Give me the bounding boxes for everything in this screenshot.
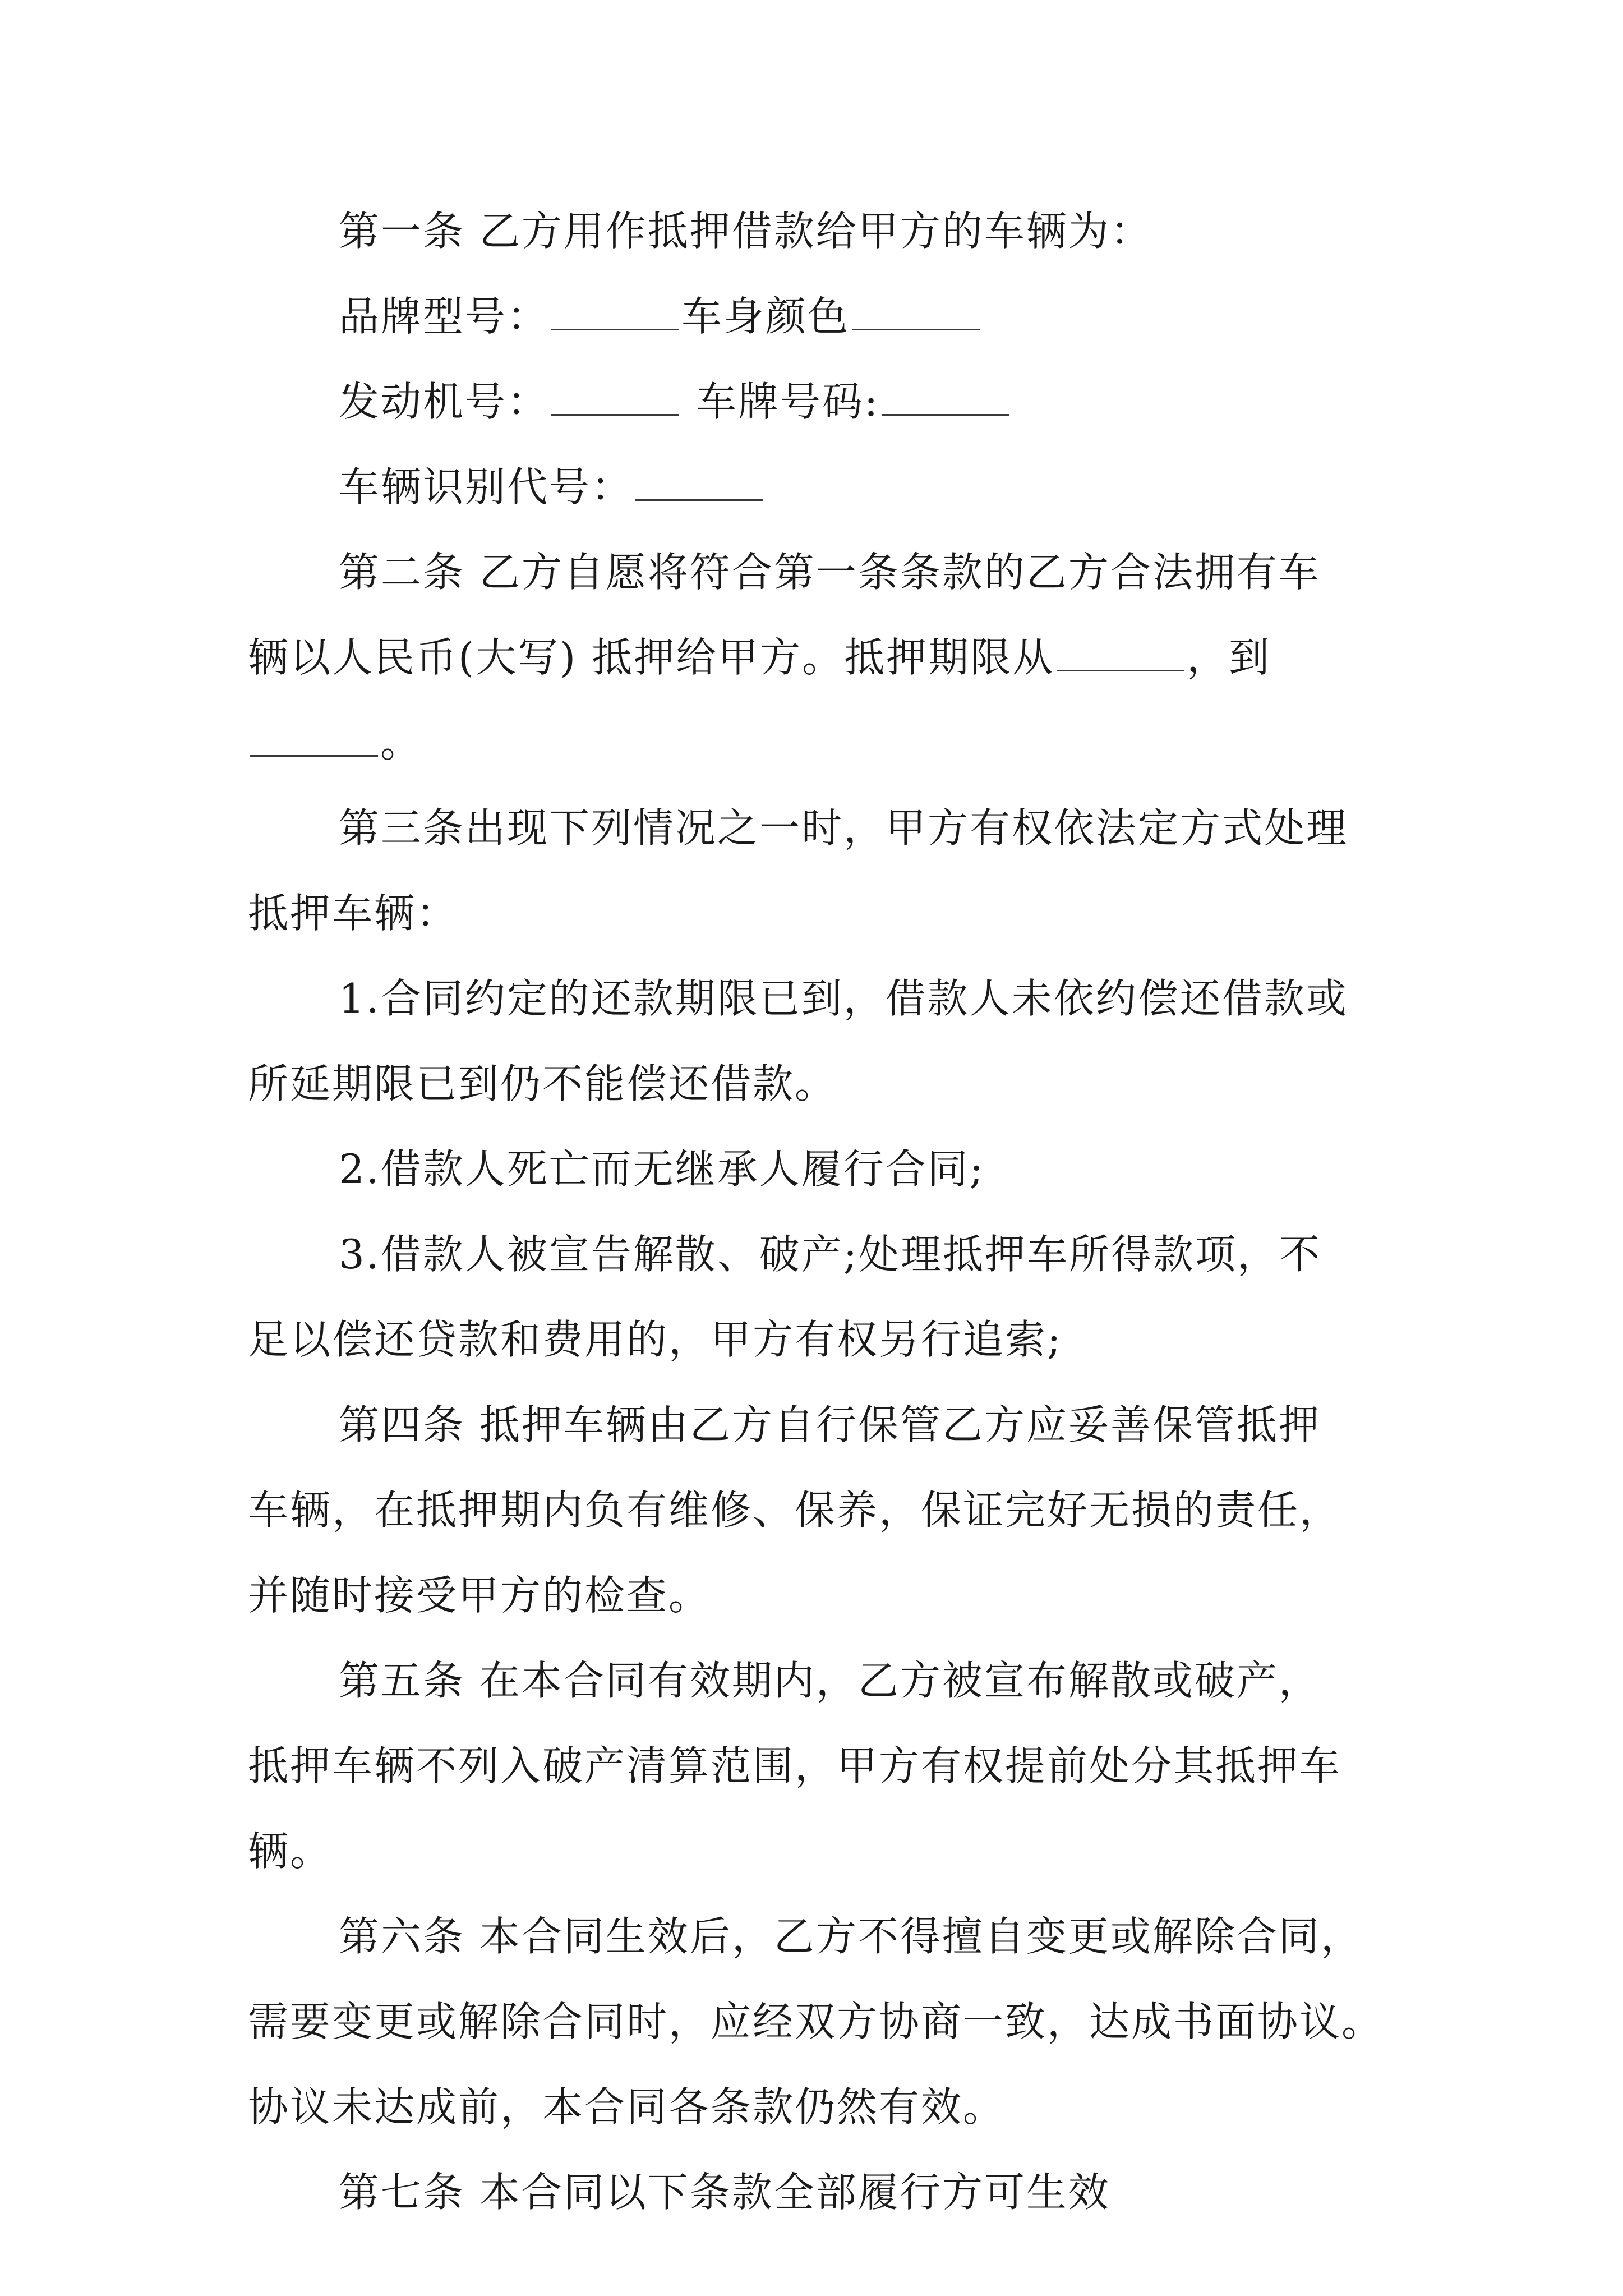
plate-number-label: 车牌号码: — [681, 378, 880, 425]
clause-2-line-2 — [248, 634, 1392, 681]
term-start-blank — [1057, 635, 1184, 671]
clause-6-line-3: 协议未达成前，本合同各条款仍然有效。 — [248, 2083, 1006, 2131]
clause-6-line-1: 第六条 本合同生效后，乙方不得擅自变更或解除合同， — [339, 1913, 1363, 1960]
clause-4-line-3: 并随时接受甲方的检查。 — [248, 1572, 711, 1619]
item-1-line-2: 所延期限已到仍不能偿还借款。 — [248, 1060, 837, 1107]
item-3-line-1: 3.借款人被宣告解散、破产;处理抵押车所得款项，不 — [339, 1231, 1321, 1278]
vin-blank — [635, 464, 763, 501]
clause-5-line-2: 抵押车辆不列入破产清算范围，甲方有权提前处分其抵押车 — [248, 1742, 1342, 1789]
clause-3-line-2: 抵押车辆： — [248, 890, 459, 937]
clause-2-text: 辆以人民币(大写) 抵押给甲方。抵押期限从 — [248, 634, 1055, 681]
item-2-line: 2.借款人死亡而无继承人履行合同; — [339, 1145, 985, 1193]
engine-number-label: 发动机号： — [339, 378, 550, 425]
document-page — [248, 208, 1392, 2254]
clause-1-heading: 第一条 乙方用作抵押借款给甲方的车辆为： — [339, 208, 1152, 255]
engine-plate-line — [248, 378, 1392, 425]
term-end-blank — [250, 720, 378, 757]
vin-label: 车辆识别代号： — [339, 463, 634, 510]
engine-number-blank — [551, 379, 679, 416]
clause-2-end-period: 。 — [380, 719, 423, 766]
clause-4-line-2: 车辆，在抵押期内负有维修、保养，保证完好无损的责任， — [248, 1487, 1342, 1534]
brand-model-blank — [551, 294, 679, 330]
brand-color-line — [248, 293, 1392, 340]
clause-3-line-1: 第三条出现下列情况之一时，甲方有权依法定方式处理 — [339, 804, 1349, 852]
brand-model-label: 品牌型号： — [339, 293, 550, 340]
clause-4-line-1: 第四条 抵押车辆由乙方自行保管乙方应妥善保管抵押 — [339, 1401, 1321, 1448]
clause-2-line-1: 第二条 乙方自愿将符合第一条条款的乙方合法拥有车 — [339, 549, 1321, 596]
clause-2-line-3 — [248, 719, 1392, 766]
clause-6-line-2: 需要变更或解除合同时，应经双方协商一致，达成书面协议。 — [248, 1998, 1384, 2045]
clause-2-to: ，到 — [1187, 634, 1271, 681]
body-color-blank — [852, 294, 980, 330]
clause-5-line-3: 辆。 — [248, 1828, 333, 1875]
plate-number-blank — [882, 379, 1009, 416]
clause-5-line-1: 第五条 在本合同有效期内，乙方被宣布解散或破产， — [339, 1657, 1321, 1704]
item-3-line-2: 足以偿还贷款和费用的，甲方有权另行追索; — [248, 1316, 1063, 1363]
body-color-label: 车身颜色 — [681, 293, 850, 340]
clause-7-line: 第七条 本合同以下条款全部履行方可生效 — [339, 2169, 1110, 2216]
vin-line — [248, 463, 1392, 510]
item-1-line-1: 1.合同约定的还款期限已到，借款人未依约偿还借款或 — [339, 975, 1348, 1022]
